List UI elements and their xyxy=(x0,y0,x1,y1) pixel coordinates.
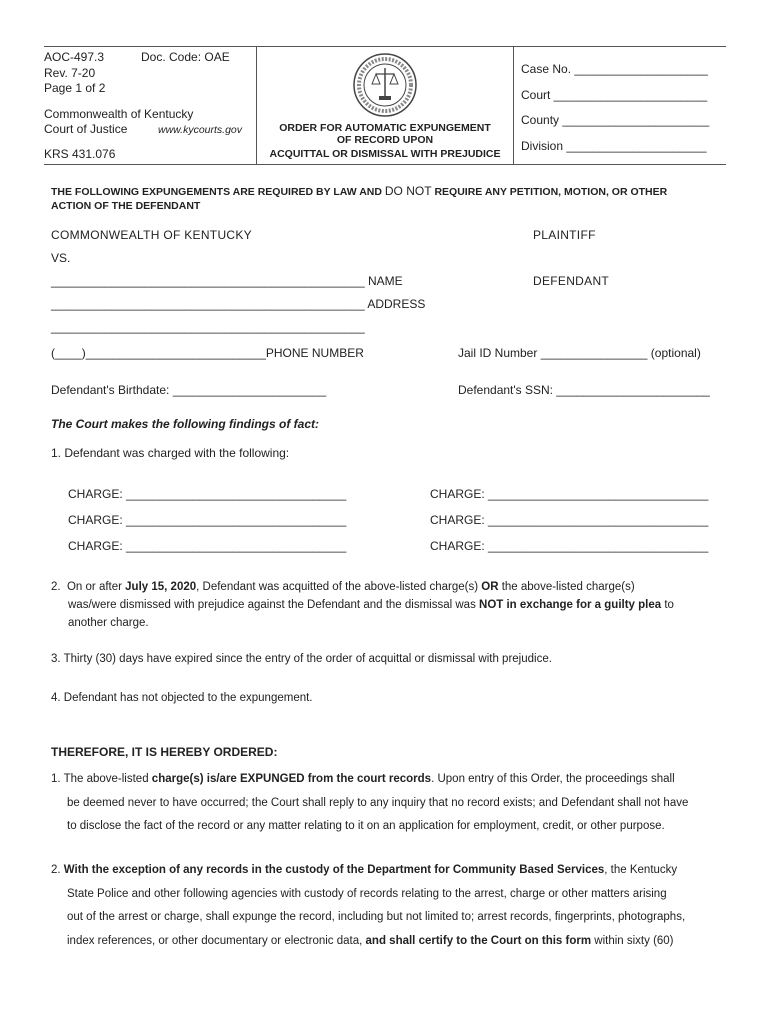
header-divider-left xyxy=(256,46,257,164)
state-name: Commonwealth of Kentucky xyxy=(44,107,194,121)
charge-field[interactable]: CHARGE: _________________________________ xyxy=(430,539,709,553)
defendant-name-field[interactable]: _______________________________________________ NAME xyxy=(51,274,403,288)
form-title-line2: OF RECORD UPON xyxy=(336,134,434,146)
versus: VS. xyxy=(51,251,71,265)
form-number: AOC-497.3 xyxy=(44,50,105,64)
form-title-line3: ACQUITTAL OR DISMISSAL WITH PREJUDICE xyxy=(269,148,501,160)
finding-2: 2. On or after July 15, 2020, Defendant was acquitted of the above-listed charge(s) OR the above-listed charge(s) was/were dismissed with prejudice against the Defendant and the dismissal was NOT in exchange for a guilty plea to another charge. xyxy=(51,581,674,629)
charge-field[interactable]: CHARGE: _________________________________ xyxy=(68,513,347,527)
division-field[interactable]: Division _____________________ xyxy=(521,139,707,153)
notice-line2: ACTION OF THE DEFENDANT xyxy=(51,200,201,212)
header-bottom-rule xyxy=(44,164,726,165)
finding-1: 1. Defendant was charged with the following: xyxy=(51,446,290,460)
court-seal-icon xyxy=(352,52,418,118)
doc-code: Doc. Code: OAE xyxy=(141,50,230,64)
court-field[interactable]: Court _______________________ xyxy=(521,88,708,102)
defendant-address-field[interactable]: _______________________________________________ ADDRESS xyxy=(51,297,426,311)
statute: KRS 431.076 xyxy=(44,147,116,161)
charge-field[interactable]: CHARGE: _________________________________ xyxy=(430,487,709,501)
defendant-address-line2[interactable]: _______________________________________________ xyxy=(51,320,365,334)
order-heading: THEREFORE, IT IS HEREBY ORDERED: xyxy=(51,745,278,759)
findings-heading: The Court makes the following findings of fact: xyxy=(51,417,320,431)
phone-number-field[interactable]: (____)___________________________PHONE NUMBER xyxy=(51,346,364,360)
jail-id-field[interactable]: Jail ID Number ________________ (optional) xyxy=(458,346,701,360)
court-of-justice: Court of Justice xyxy=(44,122,128,136)
header-top-rule xyxy=(44,46,726,47)
form-title-line1: ORDER FOR AUTOMATIC EXPUNGEMENT xyxy=(279,122,491,134)
ssn-field[interactable]: Defendant's SSN: _______________________ xyxy=(458,383,710,397)
finding-4: 4. Defendant has not objected to the expungement. xyxy=(51,692,313,704)
plaintiff-name: COMMONWEALTH OF KENTUCKY xyxy=(51,228,252,242)
defendant-label: DEFENDANT xyxy=(533,274,610,288)
order-1: 1. The above-listed charge(s) is/are EXPUNGED from the court records. Upon entry of this Order, the proceedings shall be deemed never to have occurred; the Court shall reply to any inquiry that no record exists; and Defendant shall not have to disclose the fact of the record or any matter relating to it on an application for employment, credit, or other purpose. xyxy=(51,773,689,832)
charge-field[interactable]: CHARGE: _________________________________ xyxy=(68,487,347,501)
header-divider-right xyxy=(513,46,514,164)
notice-line1: THE FOLLOWING EXPUNGEMENTS ARE REQUIRED BY LAW AND DO NOT REQUIRE ANY PETITION, MOTION, OR OTHER xyxy=(51,184,668,198)
case-number-field[interactable]: Case No. ____________________ xyxy=(521,62,708,76)
website: www.kycourts.gov xyxy=(158,124,243,136)
charge-field[interactable]: CHARGE: _________________________________ xyxy=(68,539,347,553)
charge-field[interactable]: CHARGE: _________________________________ xyxy=(430,513,709,527)
birthdate-field[interactable]: Defendant's Birthdate: _______________________ xyxy=(51,383,327,397)
finding-3: 3. Thirty (30) days have expired since the entry of the order of acquittal or dismissal with prejudice. xyxy=(51,653,552,665)
order-2: 2. With the exception of any records in the custody of the Department for Community Based Services, the Kentucky State Police and other following agencies with custody of records relating to the arrest, charge or other matters arising out of the arrest or charge, shall expunge the record, including but not limited to; arrest records, fingerprints, photographs, index references, or other documentary or electronic data, and shall certify to the Court on this form within sixty (60) xyxy=(51,864,686,947)
revision: Rev. 7-20 xyxy=(44,66,96,80)
page-number: Page 1 of 2 xyxy=(44,81,106,95)
county-field[interactable]: County ______________________ xyxy=(521,113,710,127)
plaintiff-label: PLAINTIFF xyxy=(533,228,596,242)
